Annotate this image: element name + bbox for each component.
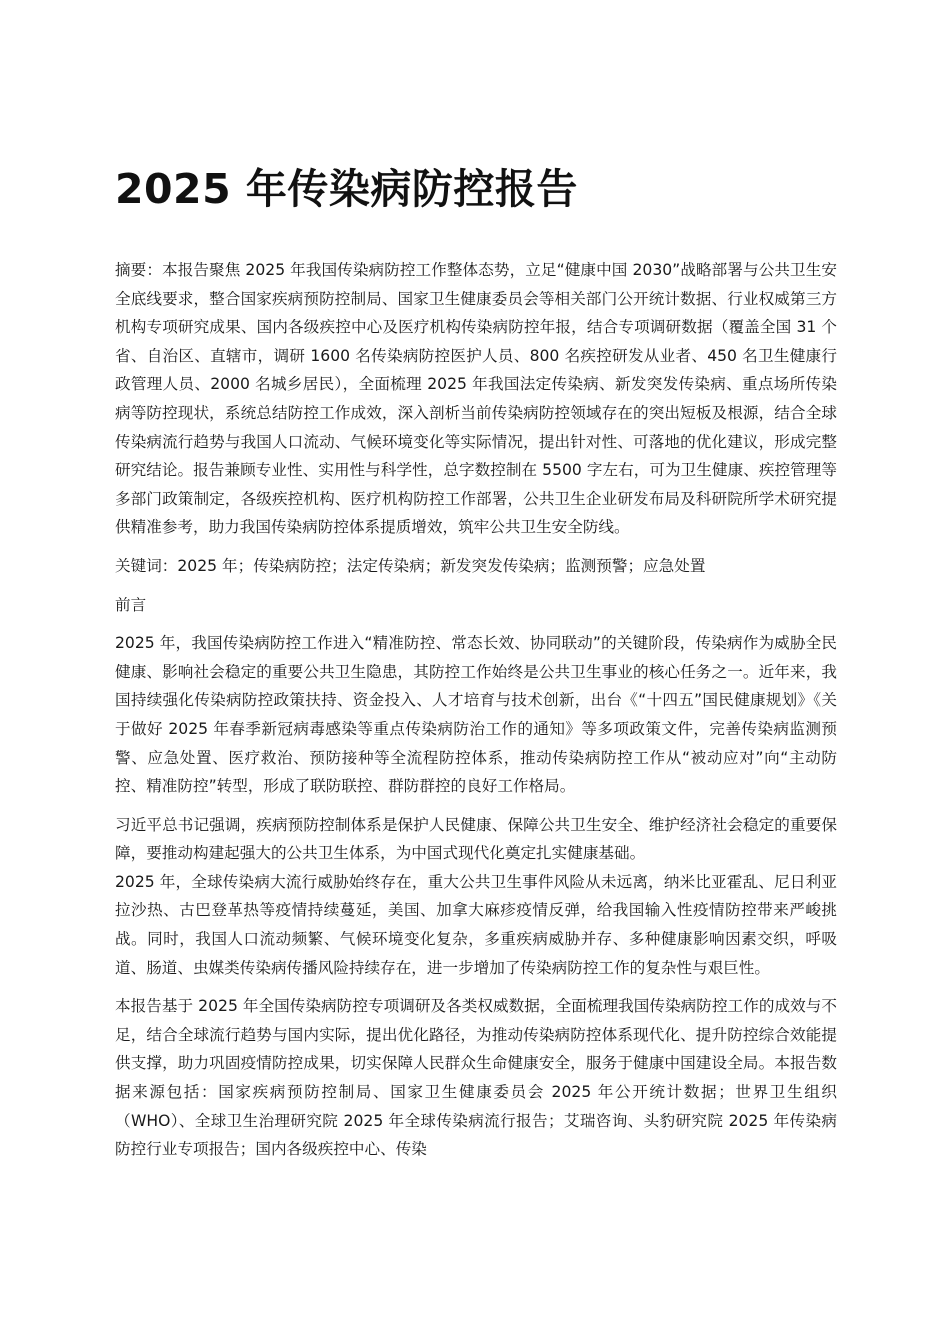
document-title: 2025 年传染病防控报告	[115, 165, 578, 213]
keywords-line: 关键词：2025 年；传染病防控；法定传染病；新发突发传染病；监测预警；应急处置	[115, 556, 706, 575]
preface-heading: 前言	[115, 595, 147, 614]
body-paragraph: 习近平总书记强调，疾病预防控制体系是保护人民健康、保障公共卫生安全、维护经济社会稳定的重要保障，要推动构建起强大的公共卫生体系，为中国式现代化奠定扎实健康基础。	[115, 815, 837, 863]
body-paragraph: 本报告基于 2025 年全国传染病防控专项调研及各类权威数据，全面梳理我国传染病防控工作的成效与不足，结合全球流行趋势与国内实际，提出优化路径，为推动传染病防控体系现代化、提升防控综合效能提供支撑，助力巩固疫情防控成果，切实保障人民群众生命健康安全，服务于健康中国建设全局。本报告数据来源包括：国家疾病预防控制局、国家卫生健康委员会 2025 年公开统计数据；世界卫生组织（WHO）、全球卫生治理研究院 2025 年全球传染病流行报告；艾瑞咨询、头豹研究院 2025 年传染病防控行业专项报告；国内各级疾控中心、传染	[115, 997, 837, 1159]
body-paragraph: 2025 年，我国传染病防控工作进入“精准防控、常态长效、协同联动”的关键阶段，传染病作为威胁全民健康、影响社会稳定的重要公共卫生隐患，其防控工作始终是公共卫生事业的核心任务之一。近年来，我国持续强化传染病防控政策扶持、资金投入、人才培育与技术创新，出台《“十四五”国民健康规划》《关于做好 2025 年春季新冠病毒感染等重点传染病防治工作的通知》等多项政策文件，完善传染病监测预警、应急处置、医疗救治、预防接种等全流程防控体系，推动传染病防控工作从“被动应对”向“主动防控、精准防控”转型，形成了联防联控、群防群控的良好工作格局。	[115, 634, 837, 796]
document-body	[115, 256, 837, 1174]
abstract-paragraph: 摘要：本报告聚焦 2025 年我国传染病防控工作整体态势，立足“健康中国 2030”战略部署与公共卫生安全底线要求，整合国家疾病预防控制局、国家卫生健康委员会等相关部门公开统计数据、行业权威第三方机构专项研究成果、国内各级疾控中心及医疗机构传染病防控年报，结合专项调研数据（覆盖全国 31 个省、自治区、直辖市，调研 1600 名传染病防控医护人员、800 名疾控研发从业者、450 名卫生健康行政管理人员、2000 名城乡居民），全面梳理 2025 年我国法定传染病、新发突发传染病、重点场所传染病等防控现状，系统总结防控工作成效，深入剖析当前传染病防控领域存在的突出短板及根源，结合全球传染病流行趋势与我国人口流动、气候环境变化等实际情况，提出针对性、可落地的优化建议，形成完整研究结论。报告兼顾专业性、实用性与科学性，总字数控制在 5500 字左右，可为卫生健康、疾控管理等多部门政策制定，各级疾控机构、医疗机构防控工作部署，公共卫生企业研发布局及科研院所学术研究提供精准参考，助力我国传染病防控体系提质增效，筑牢公共卫生安全防线。	[115, 261, 837, 537]
body-paragraph: 2025 年，全球传染病大流行威胁始终存在，重大公共卫生事件风险从未远离，纳米比亚霍乱、尼日利亚拉沙热、古巴登革热等疫情持续蔓延，美国、加拿大麻疹疫情反弹，给我国输入性疫情防控带来严峻挑战。同时，我国人口流动频繁、气候环境变化复杂，多重疾病威胁并存、多种健康影响因素交织，呼吸道、肠道、虫媒类传染病传播风险持续存在，进一步增加了传染病防控工作的复杂性与艰巨性。	[115, 872, 837, 977]
